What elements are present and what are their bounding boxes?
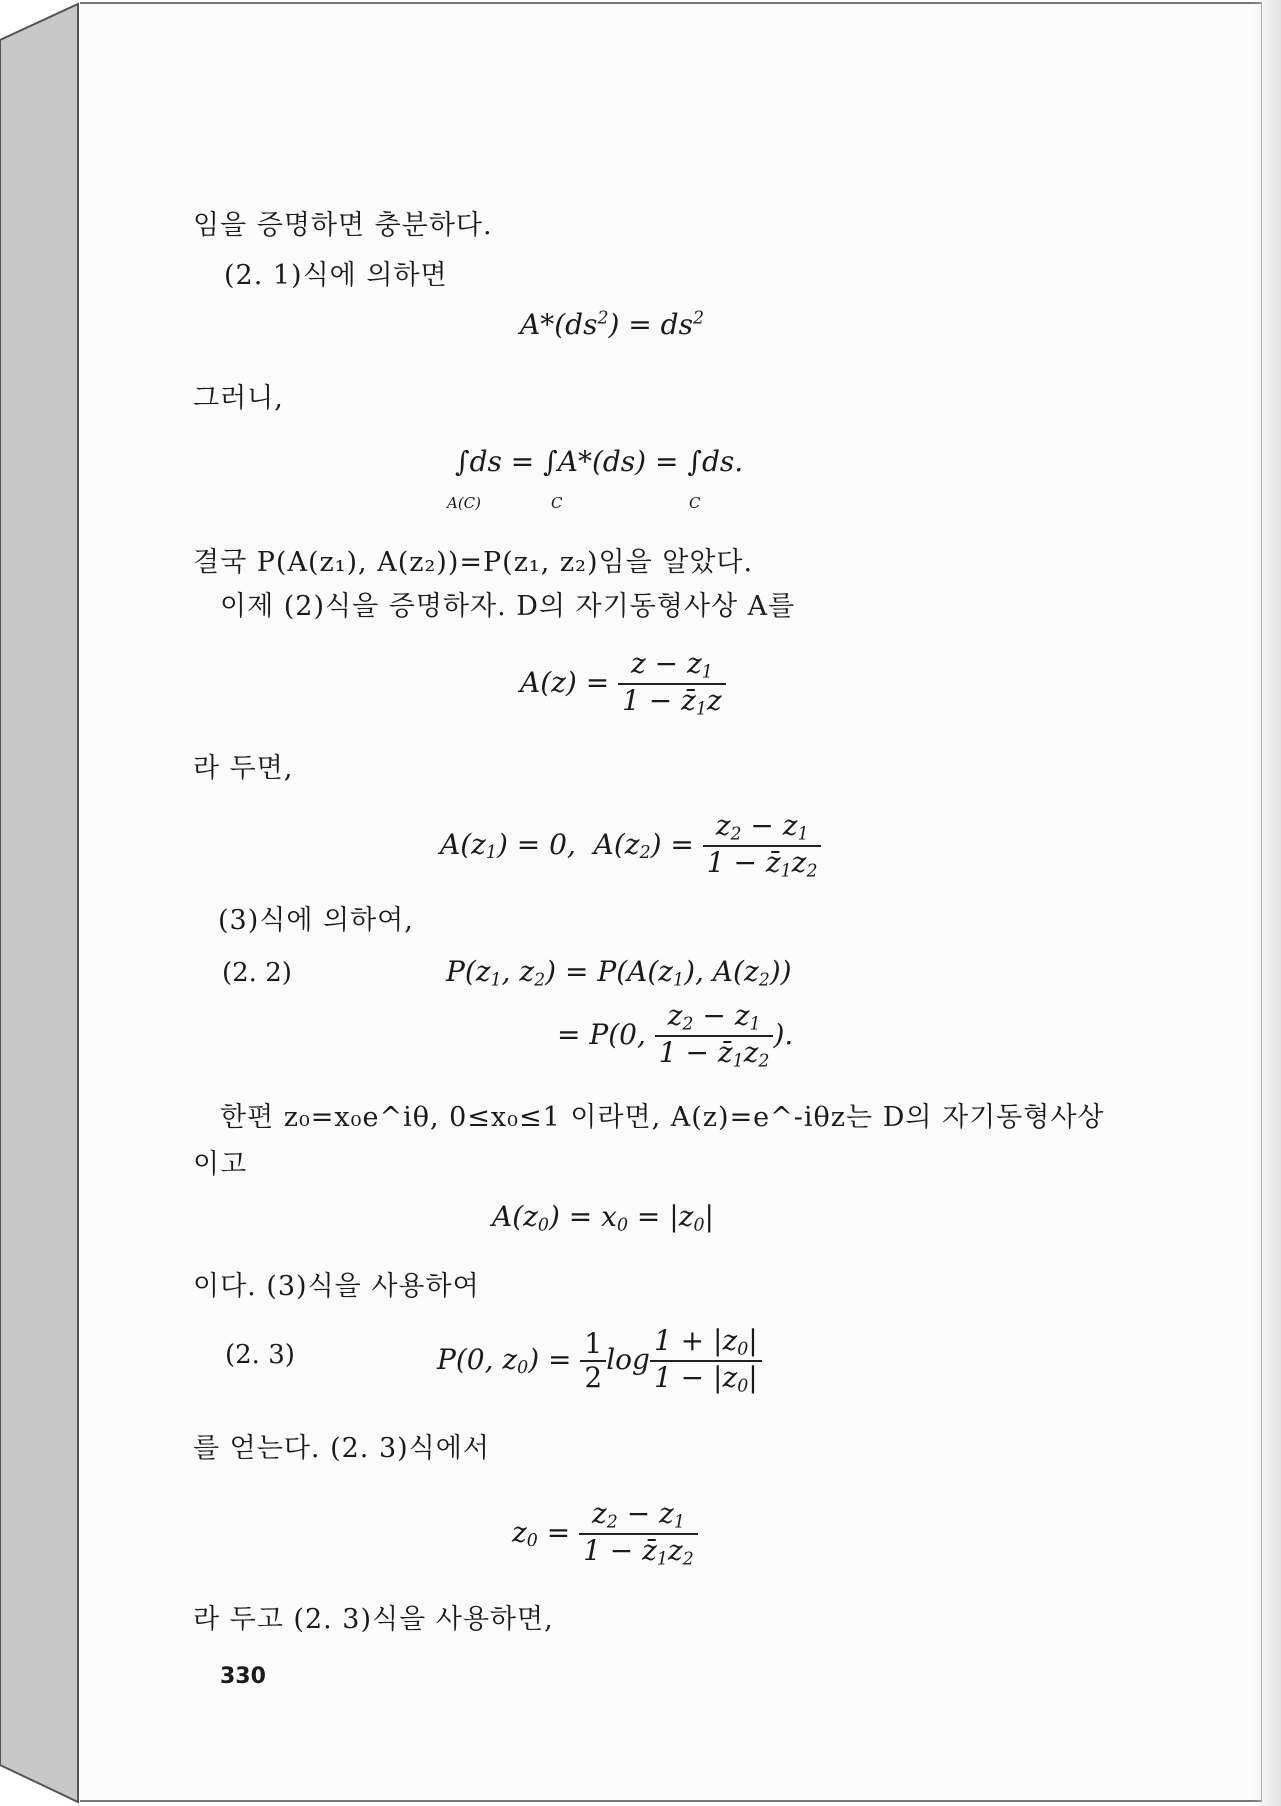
text-line: 한편 z₀=x₀e^iθ, 0≤x₀≤1 이라면, A(z)=e^-iθz는 D의 자기동형사상: [220, 1102, 1105, 1133]
equation-az0: $A(z_0) = x_0 = |z_0|$: [492, 1200, 714, 1236]
equation-2-3: P(0, $z_0$) = $\frac{1}{2}$ log $\frac{1 + |z_0|}{1 - |z_0|}$: [437, 1325, 762, 1398]
integral-subscript: C: [551, 494, 563, 512]
text-line: 그러니,: [193, 383, 284, 414]
equation-2-2b: = P(0, $\frac{z_2 - z_1}{1 - z̄_1z_2}$ ).: [557, 999, 794, 1072]
text-line: 이다. (3)식을 사용하여: [193, 1271, 480, 1302]
integral-subscript: A(C): [447, 494, 482, 512]
text-line: 임을 증명하면 충분하다.: [193, 210, 493, 241]
text-line: (2. 1)식에 의하면: [224, 260, 448, 291]
page-number: 330: [220, 1664, 266, 1689]
text-line: 라 두면,: [193, 753, 294, 784]
equation-1: $A*(ds^2) = ds^2$: [520, 308, 705, 341]
equation-z0: $z_0$ = $\frac{z_2 - z_1}{1 - z̄_1z_2}$: [512, 1498, 698, 1571]
equation-integral: ∫ds = ∫A*(ds) = ∫ds.: [455, 445, 744, 478]
text-line: 를 얻는다. (2. 3)식에서: [193, 1433, 490, 1464]
text-line: 결국 P(A(z₁), A(z₂))=P(z₁, z₂)임을 알았다.: [193, 547, 754, 578]
equation-number: (2. 2): [222, 958, 292, 988]
text-line: 라 두고 (2. 3)식을 사용하면,: [193, 1604, 554, 1635]
book-spine: [0, 0, 82, 1806]
page-edge-shadow: [1253, 0, 1281, 1806]
equation-az1: $A(z_1) = 0$, $A(z_2)$ = $\frac{z_2 - z_1}{1 - z̄_1z_2}$: [440, 810, 821, 883]
text-line: (3)식에 의하여,: [218, 905, 414, 936]
equation-az: A(z) = $\frac{z - z_1}{1 - z̄_1z}$: [520, 648, 726, 721]
equation-2-2: $P(z_1$, $z_2) = P(A(z_1)$, $A(z_2)$): [446, 955, 792, 991]
integral-subscript: C: [689, 494, 701, 512]
text-line: 이제 (2)식을 증명하자. D의 자기동형사상 A를: [220, 591, 796, 622]
text-line: 이고: [193, 1149, 248, 1180]
equation-number: (2. 3): [225, 1340, 295, 1370]
